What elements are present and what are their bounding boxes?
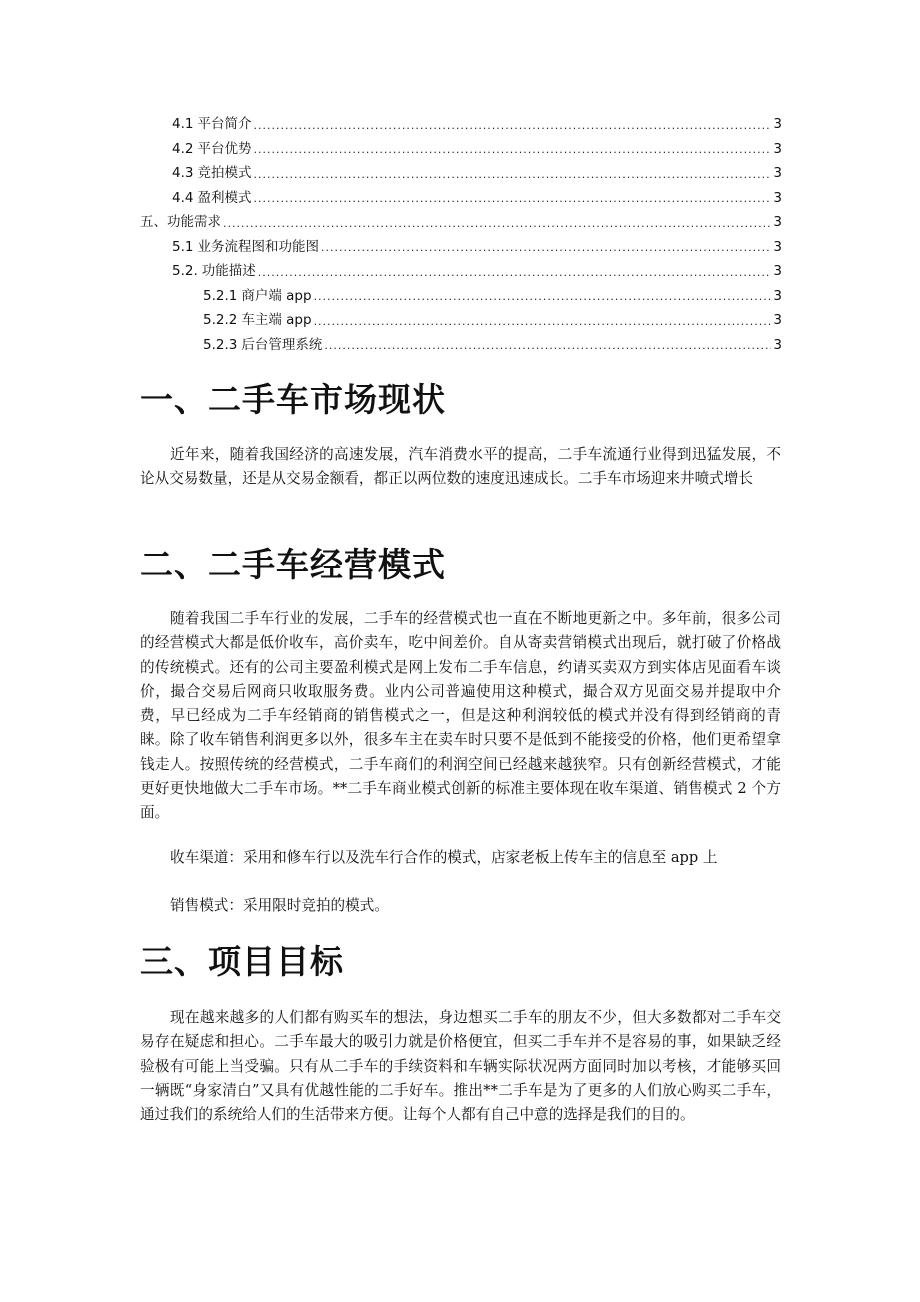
toc-entry-page: 3: [773, 140, 782, 157]
table-of-contents: [140, 112, 782, 357]
toc-entry[interactable]: [140, 308, 782, 333]
toc-entry[interactable]: [140, 259, 782, 284]
toc-entry-label: 竞拍模式: [197, 165, 252, 181]
toc-entry[interactable]: [140, 112, 782, 137]
toc-entry-number: 5.2.: [172, 263, 198, 279]
toc-leader-dots: [314, 311, 772, 333]
toc-entry-page: 3: [773, 189, 782, 206]
toc-entry[interactable]: [140, 137, 782, 162]
toc-entry-page: 3: [773, 312, 782, 328]
paragraph-market-status: 近年来，随着我国经济的高速发展，汽车消费水平的提高，二手车流通行业得到迅猛发展，不论从交易数量，还是从交易金额看，都正以两位数的速度迅速成长。二手车市场迎来井喷式增长: [140, 446, 781, 488]
toc-entry[interactable]: [140, 161, 782, 186]
toc-entry[interactable]: [140, 333, 782, 358]
toc-entry-page: 3: [773, 165, 782, 181]
toc-entry-number: 5.1: [172, 238, 194, 255]
toc-entry-number: 5.2.1: [203, 287, 238, 304]
toc-entry-page: 3: [773, 214, 782, 230]
toc-entry[interactable]: [140, 186, 782, 211]
toc-entry-label: 业务流程图和功能图: [197, 238, 319, 255]
section-heading-business-model: 二、二手车经营模式: [140, 545, 446, 584]
toc-entry-page: 3: [773, 263, 782, 279]
toc-leader-dots: [253, 188, 771, 210]
toc-entry-label: 平台优势: [197, 140, 252, 157]
toc-entry-page: 3: [773, 116, 782, 132]
toc-entry-label: 功能描述: [201, 263, 256, 279]
toc-entry-number: 5.2.3: [203, 336, 238, 353]
section-heading-market-status: 一、二手车市场现状: [140, 380, 446, 419]
toc-entry-page: 3: [773, 238, 782, 255]
toc-leader-dots: [258, 262, 772, 284]
toc-leader-dots: [253, 139, 771, 161]
toc-entry[interactable]: [140, 284, 782, 309]
toc-entry-number: 4.4: [172, 189, 194, 206]
section-heading-project-goal: 三、项目目标: [140, 942, 344, 981]
toc-entry-number: 4.3: [172, 165, 194, 181]
toc-entry-number: 4.2: [172, 140, 194, 157]
toc-entry-label: 平台简介: [197, 116, 252, 132]
toc-entry-label: 五、功能需求: [140, 214, 221, 230]
toc-leader-dots: [223, 213, 771, 235]
toc-entry[interactable]: [140, 235, 782, 260]
toc-leader-dots: [324, 335, 771, 357]
toc-leader-dots: [253, 164, 771, 186]
paragraph-project-goal: 现在越来越多的人们都有购买车的想法，身边想买二手车的朋友不少，但大多数都对二手车交易存在疑虑和担心。二手车最大的吸引力就是价格便宜，但买二手车并不是容易的事，如果缺乏经验极有可能上当受骗。只有从二手车的手续资料和车辆实际状况两方面同时加以考核，才能够买回一辆既“身家清白”又具有优越性能的二手好车。推出**二手车是为了更多的人们放心购买二手车，通过我们的系统给人们的生活带来方便。让每个人都有自己中意的选择是我们的目的。: [140, 1009, 781, 1124]
toc-entry-label: 盈利模式: [197, 189, 252, 206]
toc-leader-dots: [314, 286, 772, 308]
paragraph-collection-channel: 收车渠道：采用和修车行以及洗车行合作的模式，店家老板上传车主的信息至 app 上: [170, 849, 718, 866]
toc-entry-page: 3: [773, 336, 782, 353]
toc-leader-dots: [321, 237, 771, 259]
toc-entry-label: 商户端 app: [241, 287, 312, 304]
toc-leader-dots: [253, 115, 771, 137]
toc-entry[interactable]: [140, 210, 782, 235]
toc-entry-number: 4.1: [172, 116, 194, 132]
toc-entry-page: 3: [773, 287, 782, 304]
toc-entry-number: 5.2.2: [203, 312, 238, 328]
paragraph-sales-model: 销售模式：采用限时竞拍的模式。: [170, 897, 389, 914]
paragraph-business-model: 随着我国二手车行业的发展，二手车的经营模式也一直在不断地更新之中。多年前，很多公司的经营模式大都是低价收车，高价卖车，吃中间差价。自从寄卖营销模式出现后，就打破了价格战的传统模式。还有的公司主要盈利模式是网上发布二手车信息，约请买卖双方到实体店见面看车谈价，撮合交易后网商只收取服务费。业内公司普遍使用这种模式，撮合双方见面交易并提取中介费，早已经成为二手车经销商的销售模式之一，但是这种利润较低的模式并没有得到经销商的青睐。除了收车销售利润更多以外，很多车主在卖车时只要不是低到不能接受的价格，他们更希望拿钱走人。按照传统的经营模式，二手车商们的利润空间已经越来越狭窄。只有创新经营模式，才能更好更快地做大二手车市场。**二手车商业模式创新的标准主要体现在收车渠道、销售模式 2 个方面。: [140, 610, 781, 822]
toc-entry-label: 车主端 app: [241, 312, 312, 328]
toc-entry-label: 后台管理系统: [241, 336, 323, 353]
